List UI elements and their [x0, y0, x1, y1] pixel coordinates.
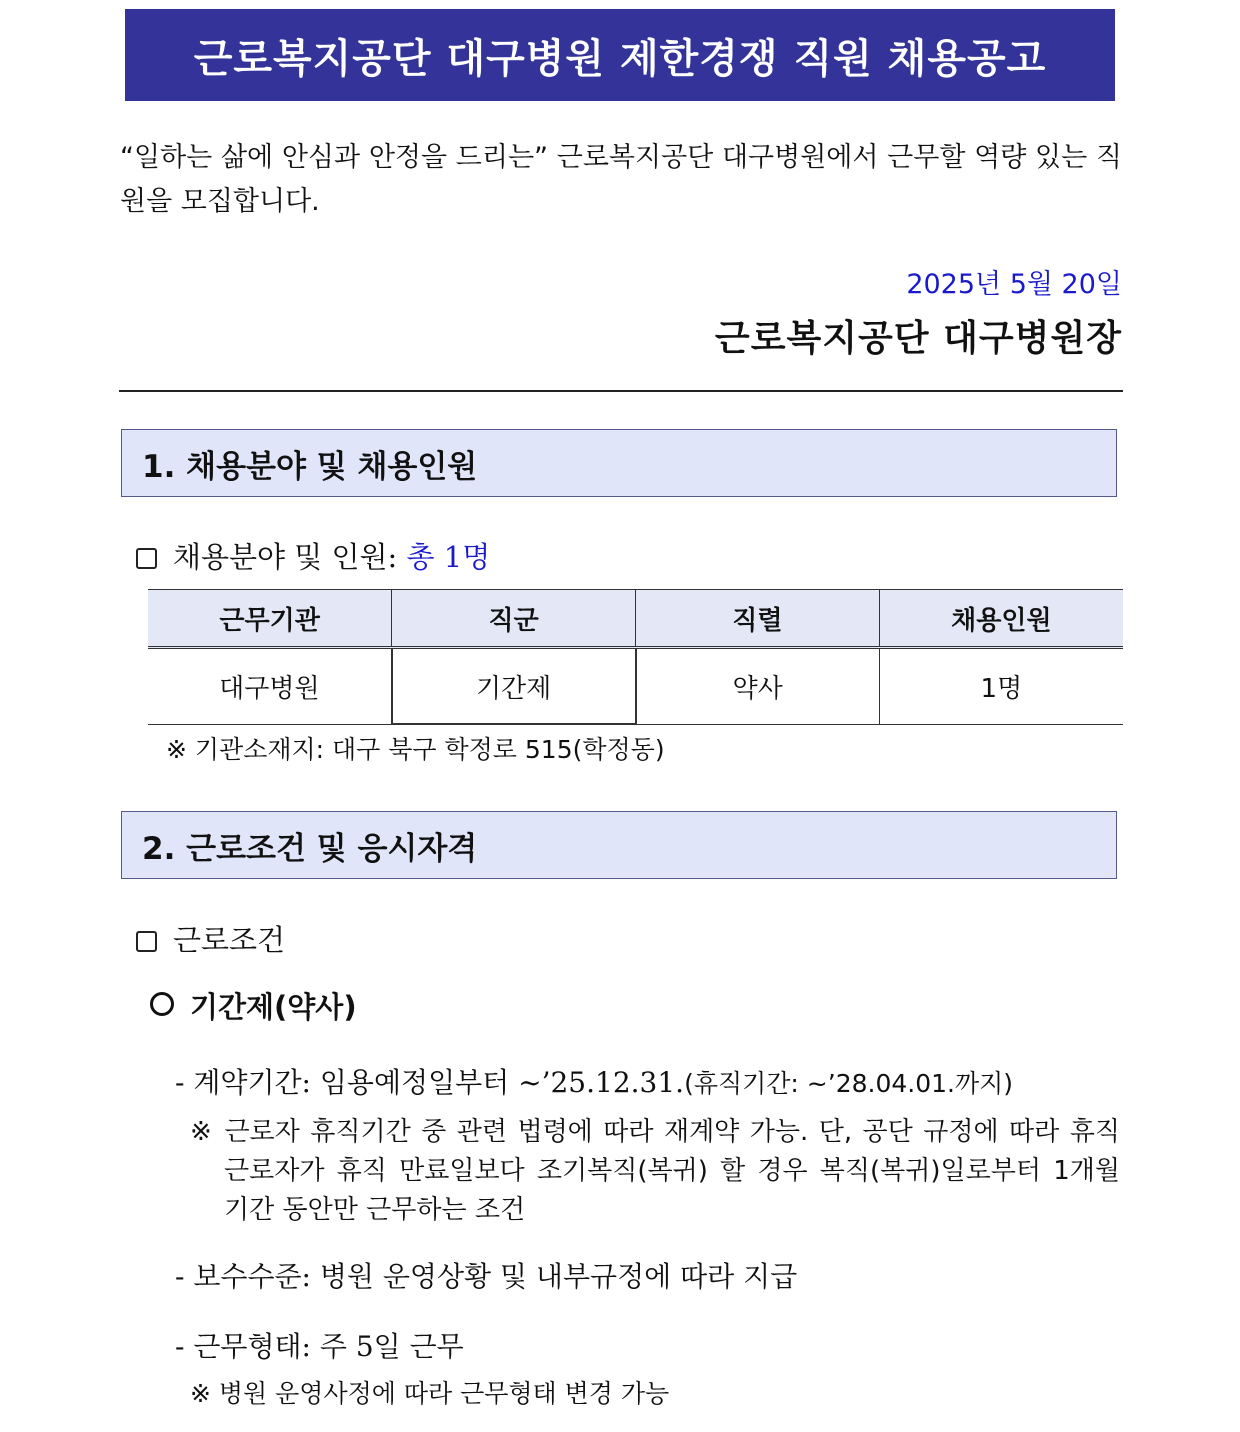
intro-paragraph: “일하는 삶에 안심과 안정을 드리는” 근로복지공단 대구병원에서 근무할 역량 있는 직원을 모집합니다.	[120, 142, 1122, 217]
section-heading-recruitment: 1. 채용분야 및 채용인원	[121, 429, 1117, 497]
location-note: ※ 기관소재지: 대구 북구 학정로 515(학정동)	[166, 735, 665, 764]
table-header-cell: 직군	[392, 590, 636, 648]
table-row	[148, 648, 1123, 725]
table-header-cell: 근무기관	[148, 590, 392, 648]
table-header-cell: 채용인원	[879, 590, 1123, 648]
notice-date: 2025년 5월 20일	[906, 269, 1122, 300]
recruitment-table	[148, 589, 1123, 725]
contract-note: ※ 근로자 휴직기간 중 관련 법령에 따라 재계약 가능. 단, 공단 규정에 따라 휴직 근로자가 휴직 만료일보다 조기복직(복귀) 할 경우 복직(복귀)일로부터 1개월 기간 동안만 근무하는 조건	[190, 1117, 1120, 1225]
table-header-row	[148, 590, 1123, 648]
contract-period-line	[175, 1061, 1013, 1101]
conditions-line	[136, 918, 285, 959]
recruitment-total: 총 1명	[406, 540, 491, 574]
conditions-label: 근로조건	[173, 923, 286, 957]
table-cell: 약사	[636, 648, 880, 725]
subtitle-line	[150, 985, 357, 1026]
circle-bullet-icon	[150, 992, 174, 1016]
table-cell: 기간제	[392, 648, 636, 725]
table-cell: 대구병원	[148, 648, 392, 725]
table-cell: 1명	[879, 648, 1123, 725]
notice-title: 근로복지공단 대구병원 제한경쟁 직원 채용공고	[125, 9, 1115, 101]
divider	[119, 390, 1123, 392]
section-heading-conditions: 2. 근로조건 및 응시자격	[121, 811, 1117, 879]
subtitle-label: 기간제(약사)	[190, 990, 357, 1024]
work-type-note: ※ 병원 운영사정에 따라 근무형태 변경 가능	[190, 1379, 670, 1408]
recruitment-field-line	[136, 535, 490, 576]
notice-signer: 근로복지공단 대구병원장	[714, 318, 1122, 359]
recruitment-field-label: 채용분야 및 인원:	[173, 540, 398, 574]
work-type-line: - 근무형태: 주 5일 근무	[175, 1330, 464, 1363]
contract-period: - 계약기간: 임용예정일부터 ~’25.12.31.	[175, 1066, 685, 1099]
checkbox-square-icon	[136, 548, 157, 569]
contract-period-tail: (휴직기간: ~’28.04.01.까지)	[684, 1069, 1014, 1098]
salary-line: - 보수수준: 병원 운영상황 및 내부규정에 따라 지급	[175, 1260, 798, 1293]
checkbox-square-icon	[136, 931, 157, 952]
table-header-cell: 직렬	[636, 590, 880, 648]
